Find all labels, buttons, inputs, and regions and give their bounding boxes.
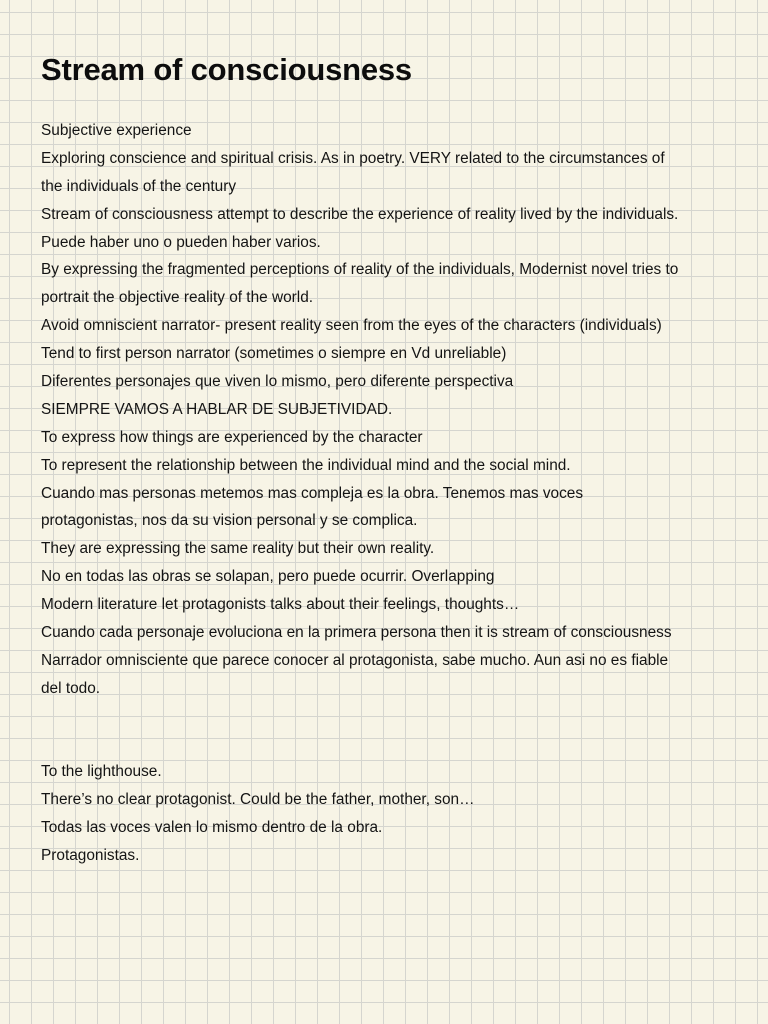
note-line: There’s no clear protagonist. Could be the father, mother, son… (41, 791, 475, 809)
note-line: Narrador omnisciente que parece conocer al protagonista, sabe mucho. Aun asi no es fiable (41, 651, 669, 669)
note-body (41, 117, 741, 870)
page-title: Stream of consciousness (41, 52, 412, 87)
note-line: Tend to first person narrator (sometimes o siempre en Vd unreliable) (41, 345, 507, 363)
note-line: To the lighthouse. (41, 763, 162, 781)
note-line: Avoid omniscient narrator- present reality seen from the eyes of the characters (individuals) (41, 317, 662, 335)
note-line: Protagonistas. (41, 847, 140, 865)
note-line: By expressing the fragmented perceptions of reality of the individuals, Modernist novel tries to (41, 261, 679, 279)
note-line: Stream of consciousness attempt to describe the experience of reality lived by the individuals. (41, 205, 679, 223)
note-line: portrait the objective reality of the world. (41, 289, 314, 307)
note-line: the individuals of the century (41, 177, 237, 195)
note-line: Cuando mas personas metemos mas compleja es la obra. Tenemos mas voces (41, 484, 584, 502)
note-line: They are expressing the same reality but their own reality. (41, 540, 435, 558)
note-line: del todo. (41, 679, 101, 697)
note-line: Subjective experience (41, 122, 192, 139)
note-line: No en todas las obras se solapan, pero puede ocurrir. Overlapping (41, 568, 495, 586)
note-line: protagonistas, nos da su vision personal y se complica. (41, 512, 418, 530)
note-line: To express how things are experienced by the character (41, 428, 423, 446)
note-line: Modern literature let protagonists talks about their feelings, thoughts… (41, 596, 520, 614)
note-line: SIEMPRE VAMOS A HABLAR DE SUBJETIVIDAD. (41, 400, 393, 418)
note-line: Puede haber uno o pueden haber varios. (41, 233, 321, 251)
note-line: Diferentes personajes que viven lo mismo, pero diferente perspectiva (41, 373, 514, 391)
note-line: Todas las voces valen lo mismo dentro de la obra. (41, 819, 383, 837)
blank-line (41, 703, 741, 731)
note-line: Cuando cada personaje evoluciona en la primera persona then it is stream of consciousness (41, 624, 672, 642)
note-line: Exploring conscience and spiritual crisis. As in poetry. VERY related to the circumstances of (41, 149, 665, 167)
note-line: To represent the relationship between the individual mind and the social mind. (41, 456, 571, 474)
blank-line (41, 731, 741, 759)
